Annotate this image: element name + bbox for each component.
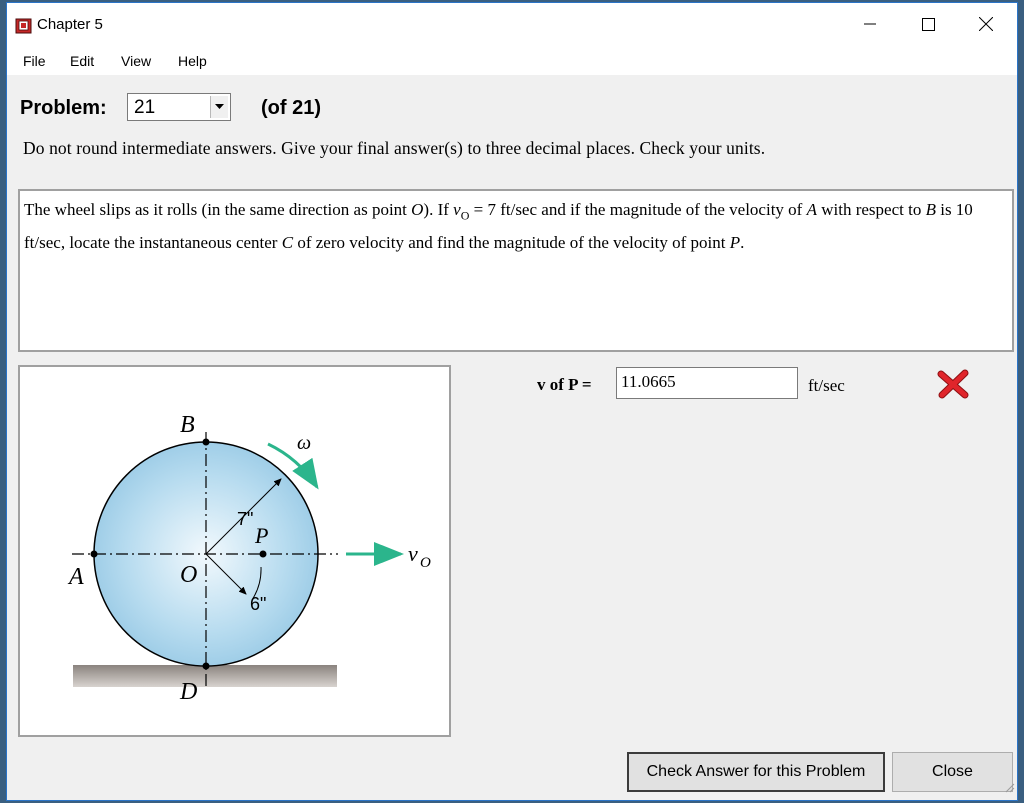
label-d: D <box>180 679 198 705</box>
answer-label: v of P = <box>537 375 592 394</box>
wheel-figure <box>20 367 449 735</box>
label-b: B <box>180 412 195 438</box>
close-button[interactable]: Close <box>892 752 1013 792</box>
problem-select-value: 21 <box>134 97 156 118</box>
book-icon <box>15 17 33 40</box>
label-6in: 6" <box>250 594 267 614</box>
label-a: A <box>69 564 84 590</box>
problem-count: (of 21) <box>261 97 321 119</box>
resize-grip-icon[interactable] <box>1003 780 1015 798</box>
incorrect-x-icon <box>937 369 969 404</box>
menu-view[interactable]: View <box>121 53 152 69</box>
label-p: P <box>255 523 269 548</box>
point-p <box>260 551 267 558</box>
answer-units: ft/sec <box>808 376 845 395</box>
label-omega: ω <box>297 432 312 454</box>
maximize-button[interactable] <box>899 3 957 45</box>
app-window <box>6 2 1018 801</box>
label-7in: 7" <box>237 509 254 529</box>
instructions-text: Do not round intermediate answers. Give your final answer(s) to three decimal places. Check your units. <box>23 138 766 158</box>
menu-edit[interactable]: Edit <box>70 53 95 69</box>
window-title: Chapter 5 <box>37 16 103 33</box>
label-v-subscript: O <box>420 555 431 571</box>
point-d <box>203 663 210 670</box>
menu-help[interactable]: Help <box>178 53 207 69</box>
point-b <box>203 439 210 446</box>
label-v: v <box>408 541 418 566</box>
point-a <box>91 551 98 558</box>
check-answer-button[interactable]: Check Answer for this Problem <box>627 752 885 792</box>
menu-file[interactable]: File <box>23 53 46 69</box>
answer-input[interactable]: 11.0665 <box>616 367 798 399</box>
label-o: O <box>180 562 198 588</box>
title-bar[interactable] <box>7 3 1017 45</box>
minimize-button[interactable] <box>841 3 899 45</box>
figure-panel <box>18 365 451 737</box>
problem-statement-box <box>18 189 1014 352</box>
close-window-button[interactable] <box>957 3 1015 45</box>
chevron-down-icon[interactable] <box>210 96 228 118</box>
menu-bar <box>7 45 1017 75</box>
problem-statement: The wheel slips as it rolls (in the same direction as point O). If $v_O = 7$ ft/sec and if the magnitude of the velocity of A with respect to B is 10 ft/sec, locate the instantaneous center C of zero velocity and find the magnitude of the velocity of point P. <box>24 200 973 253</box>
problem-label: Problem: <box>20 97 107 119</box>
problem-select[interactable] <box>127 93 231 121</box>
